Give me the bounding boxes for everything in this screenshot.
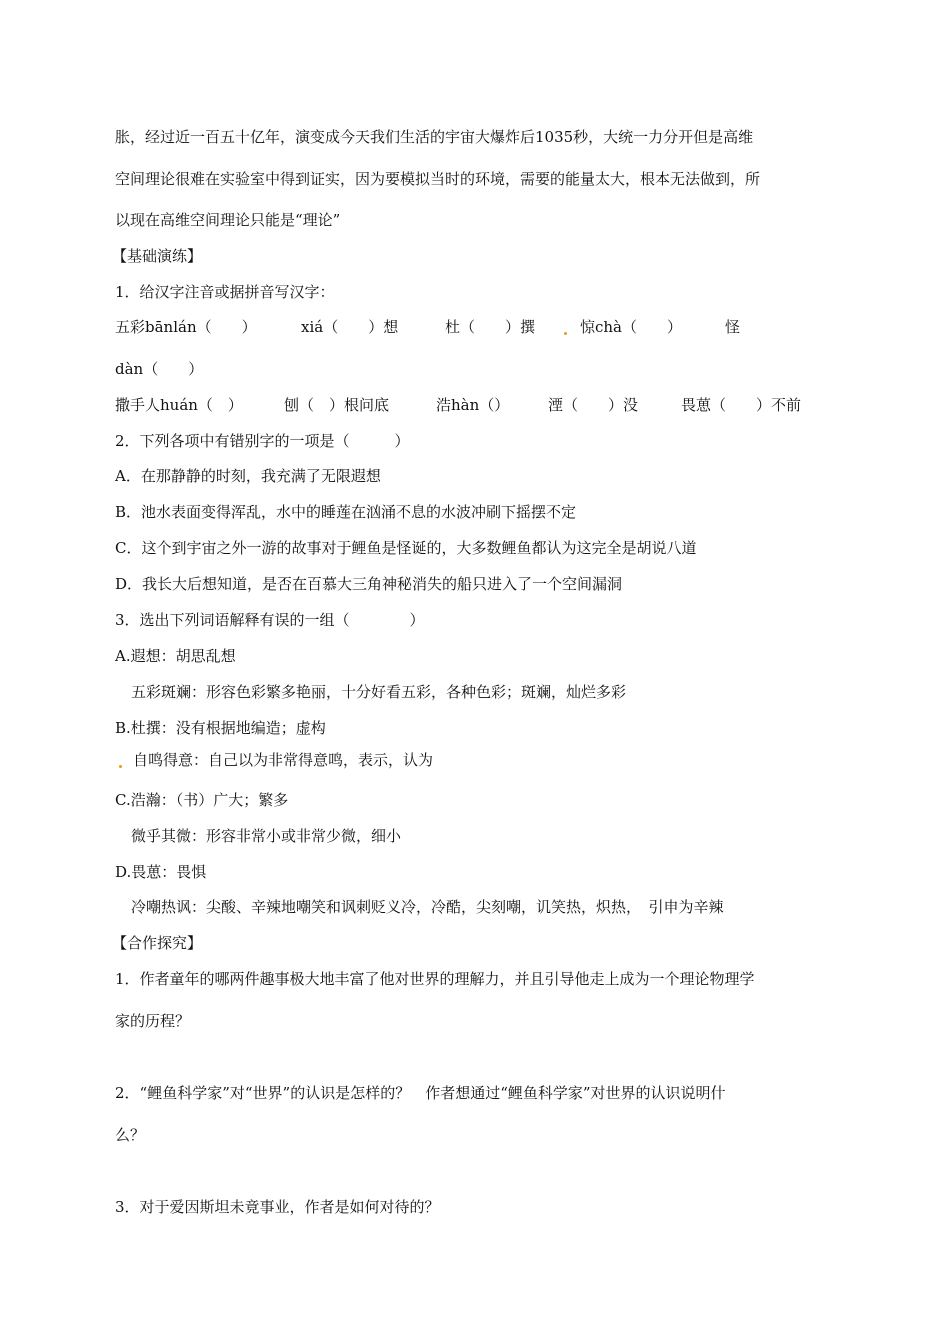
intro-line-2: 空间理论很难在实验室中得到证实，因为要模拟当时的环境，需要的能量太大，根本无法做到，所 [115,170,761,188]
explore-q1-line-1: 1．作者童年的哪两件趣事极大地丰富了他对世界的理解力，并且引导他走上成为一个理论物理学 [115,970,755,988]
q1-item-4: 惊chà（ ） [580,318,683,336]
q1-item-9: 湮（ ）没 [548,396,639,414]
q3-option-b-2-row [115,750,850,770]
section-heading-basic: 【基础演练】 [112,247,203,265]
intro-line-3: 以现在高维空间理论只能是“理论” [115,211,341,229]
q3-option-a-1: A.遐想：胡思乱想 [115,647,236,665]
q1-pinyin-row-2: dàn（ ） [115,360,204,378]
q3-option-d-2: 冷嘲热讽：尖酸、辛辣地嘲笑和讽刺贬义冷，冷酷，尖刻嘲，讥笑热，炽热， 引申为辛辣 [131,898,724,916]
q1-pinyin-row-3 [115,395,850,415]
q1-item-5: 怪 [725,318,741,336]
q1-item-3: 杜（ ）撰 [445,318,536,336]
q1-item-2: xiá（ ）想 [301,318,399,336]
q2-title: 2．下列各项中有错别字的一项是（ ） [115,432,410,450]
dot-mark [115,750,126,770]
q1-item-6: 撒手人huán（ ） [115,396,243,414]
q3-option-c-1: C.浩瀚：（书）广大；繁多 [115,791,289,809]
intro-line-1: 胀，经过近一百五十亿年，演变成今天我们生活的宇宙大爆炸后1035秒，大统一力分开但是高维 [115,128,754,146]
q2-option-a: A．在那静静的时刻，我充满了无限遐想 [115,467,381,485]
section-heading-explore: 【合作探究】 [112,934,203,952]
q1-title: 1．给汉字注音或据拼音写汉字： [115,283,335,301]
q2-option-d: D．我长大后想知道，是否在百慕大三角神秘消失的船只进入了一个空间漏洞 [115,575,623,593]
explore-q2-line-1: 2．“鲤鱼科学家”对“世界”的认识是怎样的？ 作者想通过“鲤鱼科学家”对世界的认识说明什 [115,1084,726,1102]
q1-item-7: 刨（ ）根问底 [284,396,390,414]
q3-option-c-2: 微乎其微：形容非常小或非常少微，细小 [131,827,402,845]
explore-q1-line-2: 家的历程？ [115,1012,191,1030]
q1-pinyin-row-1 [115,317,850,337]
q3-option-a-2: 五彩斑斓：形容色彩繁多艳丽，十分好看五彩，各种色彩；斑斓，灿烂多彩 [131,683,627,701]
q3-option-b-2: 自鸣得意：自己以为非常得意鸣，表示，认为 [133,751,434,769]
q1-item-1: 五彩bānlán（ ） [115,318,257,336]
q3-title: 3．选出下列词语解释有误的一组（ ） [115,611,425,629]
q3-option-b-1: B.杜撰：没有根据地编造；虚构 [115,719,326,737]
q2-option-b: B．池水表面变得浑乱，水中的睡莲在汹涌不息的水波冲刷下摇摆不定 [115,503,577,521]
q2-option-c: C．这个到宇宙之外一游的故事对于鲤鱼是怪诞的，大多数鲤鱼都认为这完全是胡说八道 [115,539,697,557]
dot-mark [560,317,571,337]
explore-q3: 3．对于爱因斯坦未竟事业，作者是如何对待的？ [115,1198,440,1216]
explore-q2-line-2: 么？ [115,1126,146,1144]
q1-item-8: 浩hàn（） [436,396,510,414]
q1-item-10: 畏葸（ ）不前 [681,396,802,414]
q3-option-d-1: D.畏葸：畏惧 [115,863,207,881]
